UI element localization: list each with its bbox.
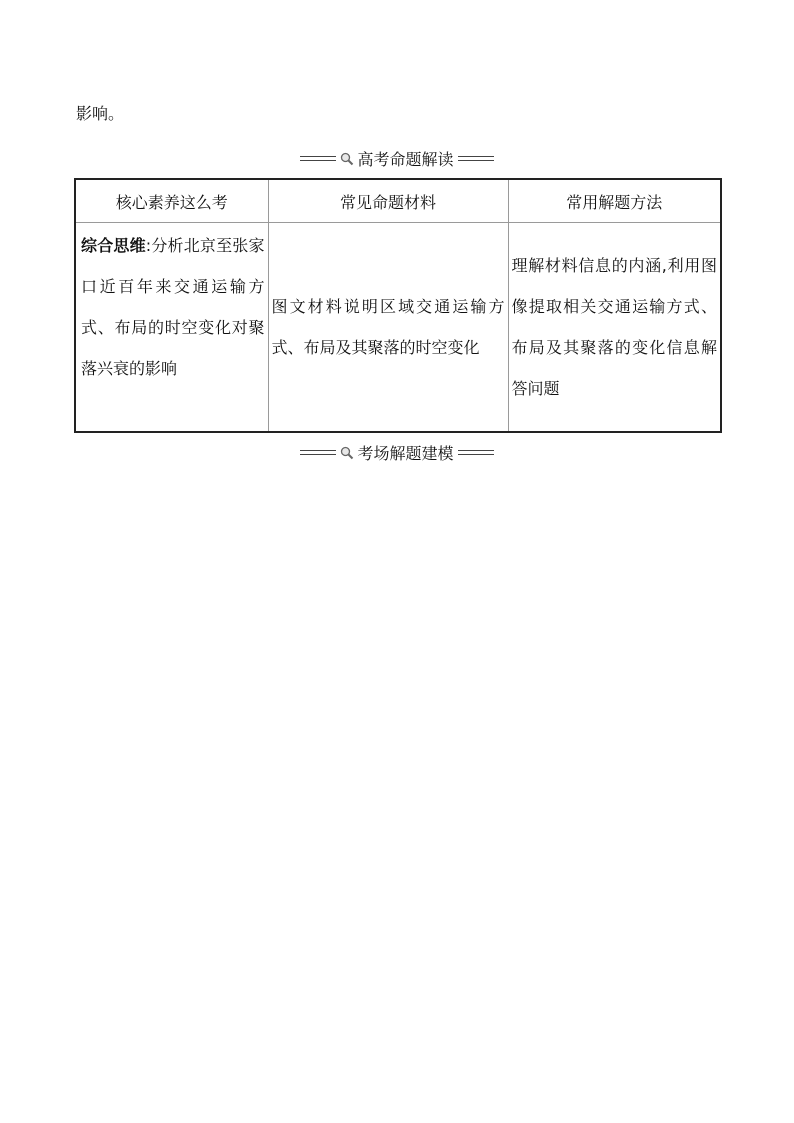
- magnifier-icon: [340, 445, 354, 459]
- core-literacy-cell: [75, 223, 268, 433]
- materials-cell: 图文材料说明区域交通运输方式、布局及其聚落的时空变化: [268, 223, 508, 433]
- header-common-methods: 常用解题方法: [508, 179, 721, 223]
- section-header-exam-modeling: [0, 440, 794, 464]
- literacy-term: 综合思维: [81, 236, 146, 255]
- header-core-literacy: 核心素养这么考: [75, 179, 268, 223]
- methods-cell: 理解材料信息的内涵,利用图像提取相关交通运输方式、布局及其聚落的变化信息解答问题: [508, 223, 721, 433]
- double-rule-left: [300, 450, 336, 455]
- header-common-materials: 常见命题材料: [268, 179, 508, 223]
- section-header-exam-interpretation: [0, 146, 794, 170]
- table-row: [75, 223, 721, 433]
- section-title: 考场解题建模: [357, 443, 454, 463]
- double-rule-right: [458, 450, 494, 455]
- intro-text: 影响。: [76, 104, 125, 123]
- table-header-row: [75, 179, 721, 223]
- double-rule-right: [458, 156, 494, 161]
- exam-analysis-table: [74, 178, 722, 433]
- literacy-description: :分析北京至张家口近百年来交通运输方式、布局的时空变化对聚落兴衰的影响: [81, 236, 265, 378]
- magnifier-icon: [340, 151, 354, 165]
- section-title: 高考命题解读: [357, 149, 454, 169]
- double-rule-left: [300, 156, 336, 161]
